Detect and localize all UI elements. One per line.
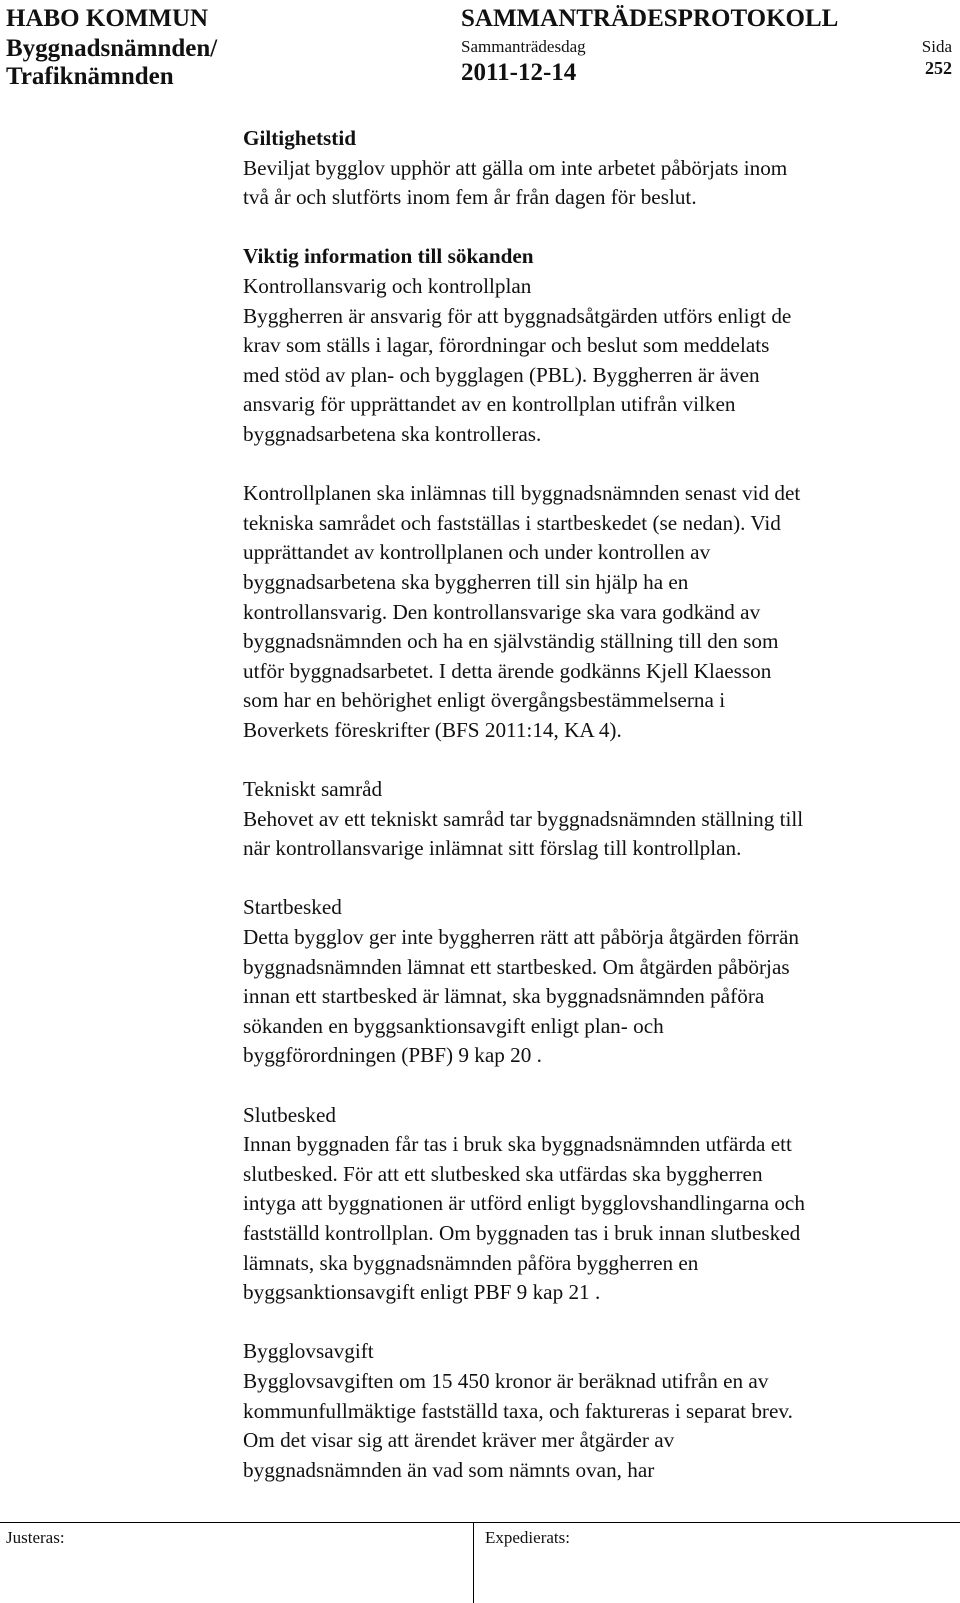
text-line: fastställd kontrollplan. Om byggnaden tas i bruk innan slutbesked bbox=[243, 1220, 801, 1245]
text-line: Beviljat bygglov upphör att gälla om inte arbetet påbörjats inom bbox=[243, 155, 788, 180]
text-line: Innan byggnaden får tas i bruk ska byggnadsnämnden utfärda ett bbox=[243, 1132, 792, 1157]
footer-divider bbox=[0, 1522, 960, 1523]
paragraph bbox=[243, 923, 948, 1071]
text-line: byggnadsnämnden lämnat ett startbesked. Om åtgärden påbörjas bbox=[243, 954, 790, 979]
page-label: Sida bbox=[921, 37, 952, 56]
text-line: upprättandet av kontrollplanen och under kontrollen av bbox=[243, 540, 711, 565]
text-line: när kontrollansvarige inlämnat sitt förslag till kontrollplan. bbox=[243, 836, 742, 861]
section-subheading: Bygglovsavgift bbox=[243, 1339, 374, 1364]
text-line: Boverkets föreskrifter (BFS 2011:14, KA 4). bbox=[243, 717, 622, 742]
document-body bbox=[243, 124, 948, 1515]
section bbox=[243, 893, 948, 1071]
text-line: Behovet av ett tekniskt samråd tar byggnadsnämnden ställning till bbox=[243, 806, 804, 831]
paragraph bbox=[243, 1130, 948, 1308]
organization-name: HABO KOMMUN bbox=[6, 5, 209, 32]
page-number: 252 bbox=[925, 58, 952, 78]
text-line: som har en behörighet enligt övergångsbestämmelserna i bbox=[243, 688, 726, 713]
text-line: Om det visar sig att ärendet kräver mer åtgärder av bbox=[243, 1428, 675, 1453]
text-line: sökanden en byggsanktionsavgift enligt plan- och bbox=[243, 1013, 664, 1038]
section bbox=[243, 775, 948, 864]
paragraph bbox=[243, 479, 948, 745]
text-line: utför byggnadsarbetet. I detta ärende godkänns Kjell Klaesson bbox=[243, 658, 772, 683]
section-heading: Viktig information till sökanden bbox=[243, 244, 534, 269]
text-line: intyga att byggnationen är utförd enligt bygglovshandlingarna och bbox=[243, 1191, 805, 1216]
section-subheading: Startbesked bbox=[243, 895, 342, 920]
text-line: med stöd av plan- och bygglagen (PBL). Byggherren är även bbox=[243, 362, 760, 387]
paragraph bbox=[243, 154, 948, 213]
section-subheading: Tekniskt samråd bbox=[243, 777, 383, 802]
text-line: lämnats, ska byggnadsnämnden påföra byggherren en bbox=[243, 1250, 699, 1275]
text-line: två år och slutförts inom fem år från dagen för beslut. bbox=[243, 185, 697, 210]
paragraph bbox=[243, 805, 948, 864]
section bbox=[243, 242, 948, 745]
committee-name-2: Trafiknämnden bbox=[6, 63, 174, 90]
section bbox=[243, 124, 948, 213]
paragraph bbox=[243, 302, 948, 450]
text-line: kommunfullmäktige fastställd taxa, och faktureras i separat brev. bbox=[243, 1398, 793, 1423]
text-line: byggnadsarbetena ska byggherren till sin hjälp ha en bbox=[243, 569, 689, 594]
justeras-label: Justeras: bbox=[6, 1528, 65, 1547]
text-line: byggnadsnämnden än vad som nämnts ovan, har bbox=[243, 1457, 655, 1482]
committee-name: Byggnadsnämnden/ bbox=[6, 35, 218, 62]
section-subheading: Slutbesked bbox=[243, 1102, 336, 1127]
section bbox=[243, 1101, 948, 1308]
text-line: krav som ställs i lagar, förordningar och beslut som meddelats bbox=[243, 333, 770, 358]
page-footer bbox=[0, 1522, 960, 1603]
text-line: tekniska samrådet och fastställas i startbeskedet (se nedan). Vid bbox=[243, 510, 781, 535]
document-title: SAMMANTRÄDESPROTOKOLL bbox=[461, 5, 839, 32]
text-line: Byggherren är ansvarig för att byggnadsåtgärden utförs enligt de bbox=[243, 303, 792, 328]
page-header bbox=[0, 0, 960, 100]
meeting-date: 2011-12-14 bbox=[461, 59, 577, 86]
paragraph bbox=[243, 1367, 948, 1485]
expedierats-label: Expedierats: bbox=[485, 1528, 570, 1547]
text-line: kontrollansvarig. Den kontrollansvarige ska vara godkänd av bbox=[243, 599, 761, 624]
text-line: innan ett startbesked är lämnat, ska byggnadsnämnden påföra bbox=[243, 984, 765, 1009]
footer-column-divider bbox=[473, 1522, 474, 1603]
section bbox=[243, 1337, 948, 1485]
section-subheading: Kontrollansvarig och kontrollplan bbox=[243, 273, 532, 298]
text-line: ansvarig för upprättandet av en kontrollplan utifrån vilken bbox=[243, 392, 736, 417]
text-line: byggnadsarbetena ska kontrolleras. bbox=[243, 421, 542, 446]
text-line: Kontrollplanen ska inlämnas till byggnadsnämnden senast vid det bbox=[243, 481, 801, 506]
text-line: byggförordningen (PBF) 9 kap 20 . bbox=[243, 1043, 542, 1068]
section-heading: Giltighetstid bbox=[243, 126, 357, 150]
text-line: slutbesked. För att ett slutbesked ska utfärdas ska byggherren bbox=[243, 1161, 763, 1186]
text-line: byggnadsnämnden och ha en självständig ställning till den som bbox=[243, 629, 779, 654]
meeting-date-label: Sammanträdesdag bbox=[461, 37, 586, 56]
text-line: byggsanktionsavgift enligt PBF 9 kap 21 . bbox=[243, 1280, 601, 1305]
text-line: Bygglovsavgiften om 15 450 kronor är beräknad utifrån en av bbox=[243, 1368, 769, 1393]
text-line: Detta bygglov ger inte byggherren rätt att påbörja åtgärden förrän bbox=[243, 925, 799, 950]
